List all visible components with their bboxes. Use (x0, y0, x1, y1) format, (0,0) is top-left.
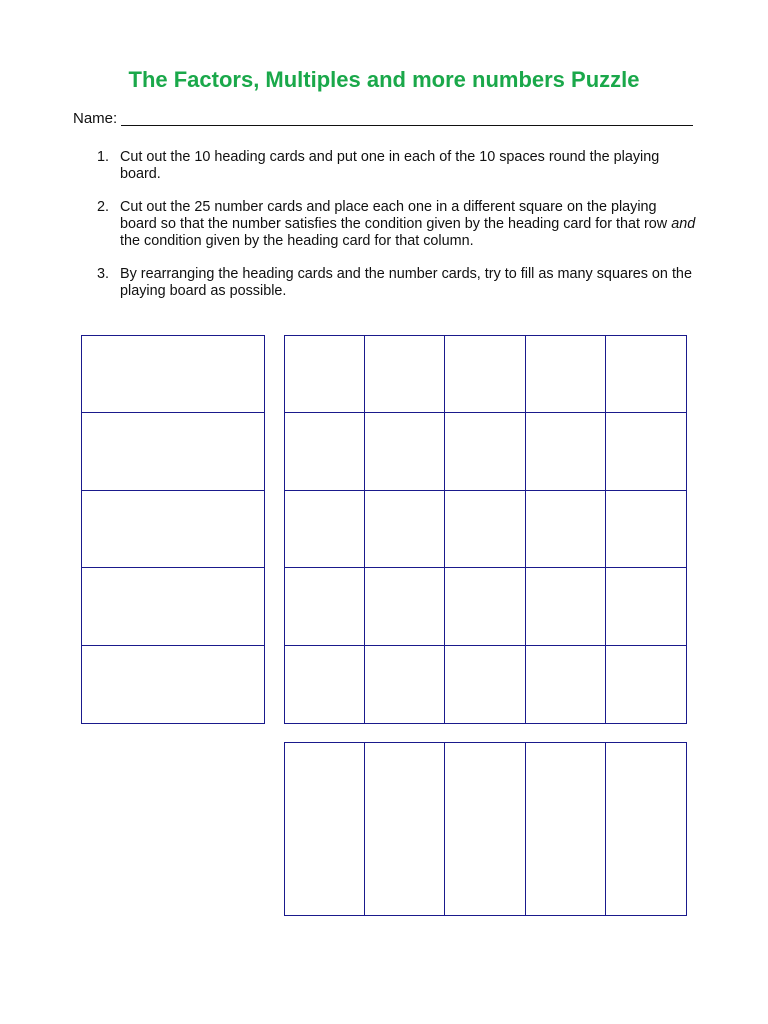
column-heading-space (526, 743, 606, 915)
board-square (365, 413, 445, 490)
board-square (526, 568, 606, 645)
row-heading-space (82, 336, 264, 413)
instruction-emphasis: and (671, 216, 696, 232)
board-square (526, 336, 606, 413)
board-square (365, 568, 445, 645)
page-title: The Factors, Multiples and more numbers Puzzle (128, 67, 640, 92)
name-blank-line (121, 110, 693, 126)
row-heading-space (82, 568, 264, 645)
name-field (73, 110, 693, 130)
board-square (285, 336, 365, 413)
row-heading-space (82, 413, 264, 490)
instruction-text: Cut out the 10 heading cards and put one in each of the 10 spaces round the playing board. (120, 149, 660, 182)
instruction-text (120, 199, 695, 249)
row-heading-space (82, 491, 264, 568)
name-label: Name: (73, 110, 118, 127)
instruction-item (97, 199, 697, 250)
column-heading-space (606, 743, 686, 915)
board-square (606, 413, 686, 490)
board-square (285, 491, 365, 568)
playing-board (284, 335, 687, 724)
row-heading-space (82, 646, 264, 723)
board-square (526, 491, 606, 568)
board-square (606, 491, 686, 568)
row-heading-spaces (81, 335, 265, 724)
column-heading-space (445, 743, 525, 915)
instruction-number: 2. (97, 199, 110, 215)
board-square (365, 491, 445, 568)
board-square (285, 413, 365, 490)
board-square (445, 336, 525, 413)
instructions-list (97, 149, 697, 316)
board-square (445, 646, 525, 723)
instruction-text-part: Cut out the 25 number cards and place each one in a different square on the playing board so that the number satisfies the condition given by the heading card for that row (120, 199, 672, 232)
board-square (445, 491, 525, 568)
board-square (285, 646, 365, 723)
instruction-number: 3. (97, 266, 110, 282)
board-square (445, 568, 525, 645)
column-heading-space (365, 743, 445, 915)
board-square (365, 646, 445, 723)
board-square (285, 568, 365, 645)
board-square (606, 336, 686, 413)
board-square (526, 646, 606, 723)
board-square (606, 568, 686, 645)
instruction-item (97, 266, 697, 300)
board-square (445, 413, 525, 490)
board-square (526, 413, 606, 490)
instruction-text: By rearranging the heading cards and the number cards, try to fill as many squares on the playing board as possible. (120, 266, 692, 299)
column-heading-spaces (284, 742, 687, 916)
column-heading-space (285, 743, 365, 915)
instruction-text-part: the condition given by the heading card for that column. (120, 233, 474, 249)
instruction-item (97, 149, 697, 183)
board-square (365, 336, 445, 413)
instruction-number: 1. (97, 149, 110, 165)
board-square (606, 646, 686, 723)
